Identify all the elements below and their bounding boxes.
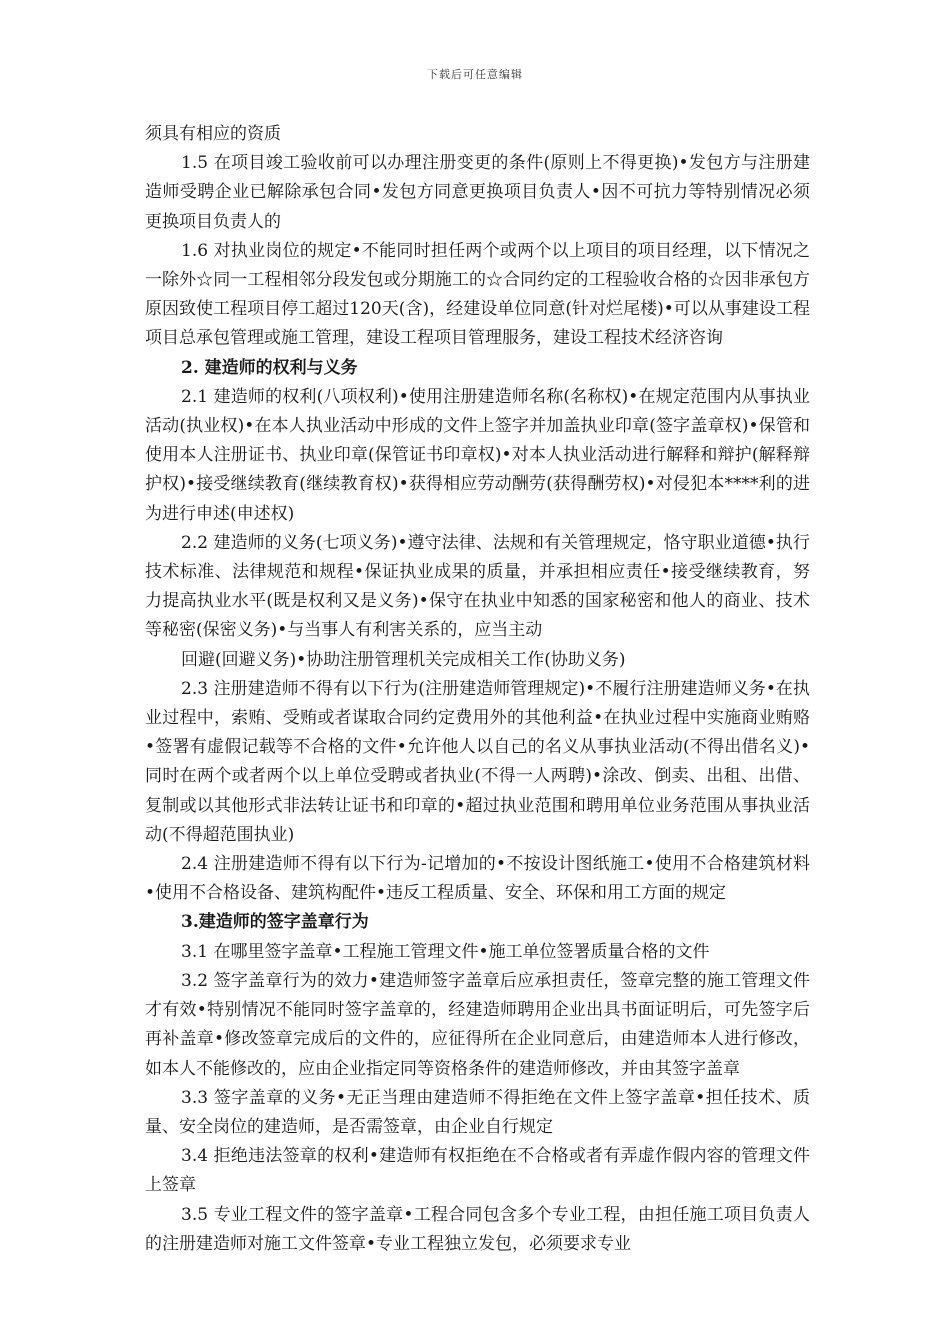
paragraph: 1.5 在项目竣工验收前可以办理注册变更的条件(原则上不得更换)•发包方与注册建造师受聘企业已解除承包合同•发包方同意更换项目负责人•因不可抗力等特别情况必须更换项目负责人的 [145, 153, 810, 232]
section-heading: 3.建造师的签字盖章行为 [181, 912, 369, 933]
paragraph: 3.1 在哪里签字盖章•工程施工管理文件•施工单位签署质量合格的文件 [181, 941, 710, 962]
paragraph: 3.5 专业工程文件的签字盖章•工程合同包含多个专业工程，由担任施工项目负责人的注册建造师对施工文件签章•专业工程独立发包，必须要求专业 [145, 1204, 810, 1254]
paragraph: 3.3 签字盖章的义务•无正当理由建造师不得拒绝在文件上签字盖章•担任技术、质量、安全岗位的建造师，是否需签章，由企业自行规定 [145, 1087, 810, 1137]
paragraph: 回避(回避义务)•协助注册管理机关完成相关工作(协助义务) [181, 649, 626, 670]
document-body [145, 120, 810, 1259]
paragraph: 2.2 建造师的义务(七项义务)•遵守法律、法规和有关管理规定，恪守职业道德•执行技术标准、法律规范和规程•保证执业成果的质量，并承担相应责任•接受继续教育，努力提高执业水平(既是权利又是义务)•保守在执业中知悉的国家秘密和他人的商业、技术等秘密(保密义务)•与当事人有利害关系的，应当主动 [145, 532, 810, 641]
paragraph: 2.4 注册建造师不得有以下行为-记增加的•不按设计图纸施工•使用不合格建筑材料•使用不合格设备、建筑构配件•违反工程质量、安全、环保和用工方面的规定 [145, 854, 810, 904]
paragraph: 1.6 对执业岗位的规定•不能同时担任两个或两个以上项目的项目经理，以下情况之一除外☆同一工程相邻分段发包或分期施工的☆合同约定的工程验收合格的☆因非承包方原因致使工程项目停工超过120天(含)，经建设单位同意(针对烂尾楼)•可以从事建设工程项目总承包管理或施工管理，建设工程项目管理服务，建设工程技术经济咨询 [145, 240, 810, 349]
page-header: 下载后可任意编辑 [427, 68, 523, 81]
paragraph: 3.4 拒绝违法签章的权利•建造师有权拒绝在不合格或者有弄虚作假内容的管理文件上签章 [145, 1146, 810, 1196]
paragraph: 须具有相应的资质 [145, 124, 281, 144]
paragraph: 3.2 签字盖章行为的效力•建造师签字盖章后应承担责任，签章完整的施工管理文件才有效•特别情况不能同时签字盖章的，经建造师聘用企业出具书面证明后，可先签字后再补盖章•修改签章完成后的文件的，应征得所在企业同意后，由建造师本人进行修改，如本人不能修改的，应由企业指定同等资格条件的建造师修改，并由其签字盖章 [145, 970, 810, 1079]
paragraph: 2.3 注册建造师不得有以下行为(注册建造师管理规定)•不履行注册建造师义务•在执业过程中，索贿、受贿或者谋取合同约定费用外的其他利益•在执业过程中实施商业贿赂•签署有虚假记载等不合格的文件•允许他人以自己的名义从事执业活动(不得出借名义)•同时在两个或者两个以上单位受聘或者执业(不得一人两聘)•涂改、倒卖、出租、出借、复制或以其他形式非法转让证书和印章的•超过执业范围和聘用单位业务范围从事执业活动(不得超范围执业) [145, 678, 810, 845]
section-heading: 2. 建造师的权利与义务 [181, 357, 358, 378]
paragraph: 2.1 建造师的权利(八项权利)•使用注册建造师名称(名称权)•在规定范围内从事执业活动(执业权)•在本人执业活动中形成的文件上签字并加盖执业印章(签字盖章权)•保管和使用本人注册证书、执业印章(保管证书印章权)•对本人执业活动进行解释和辩护(解释辩护权)•接受继续教育(继续教育权)•获得相应劳动酬劳(获得酬劳权)•对侵犯本****利的进为进行申述(申述权) [145, 386, 810, 524]
